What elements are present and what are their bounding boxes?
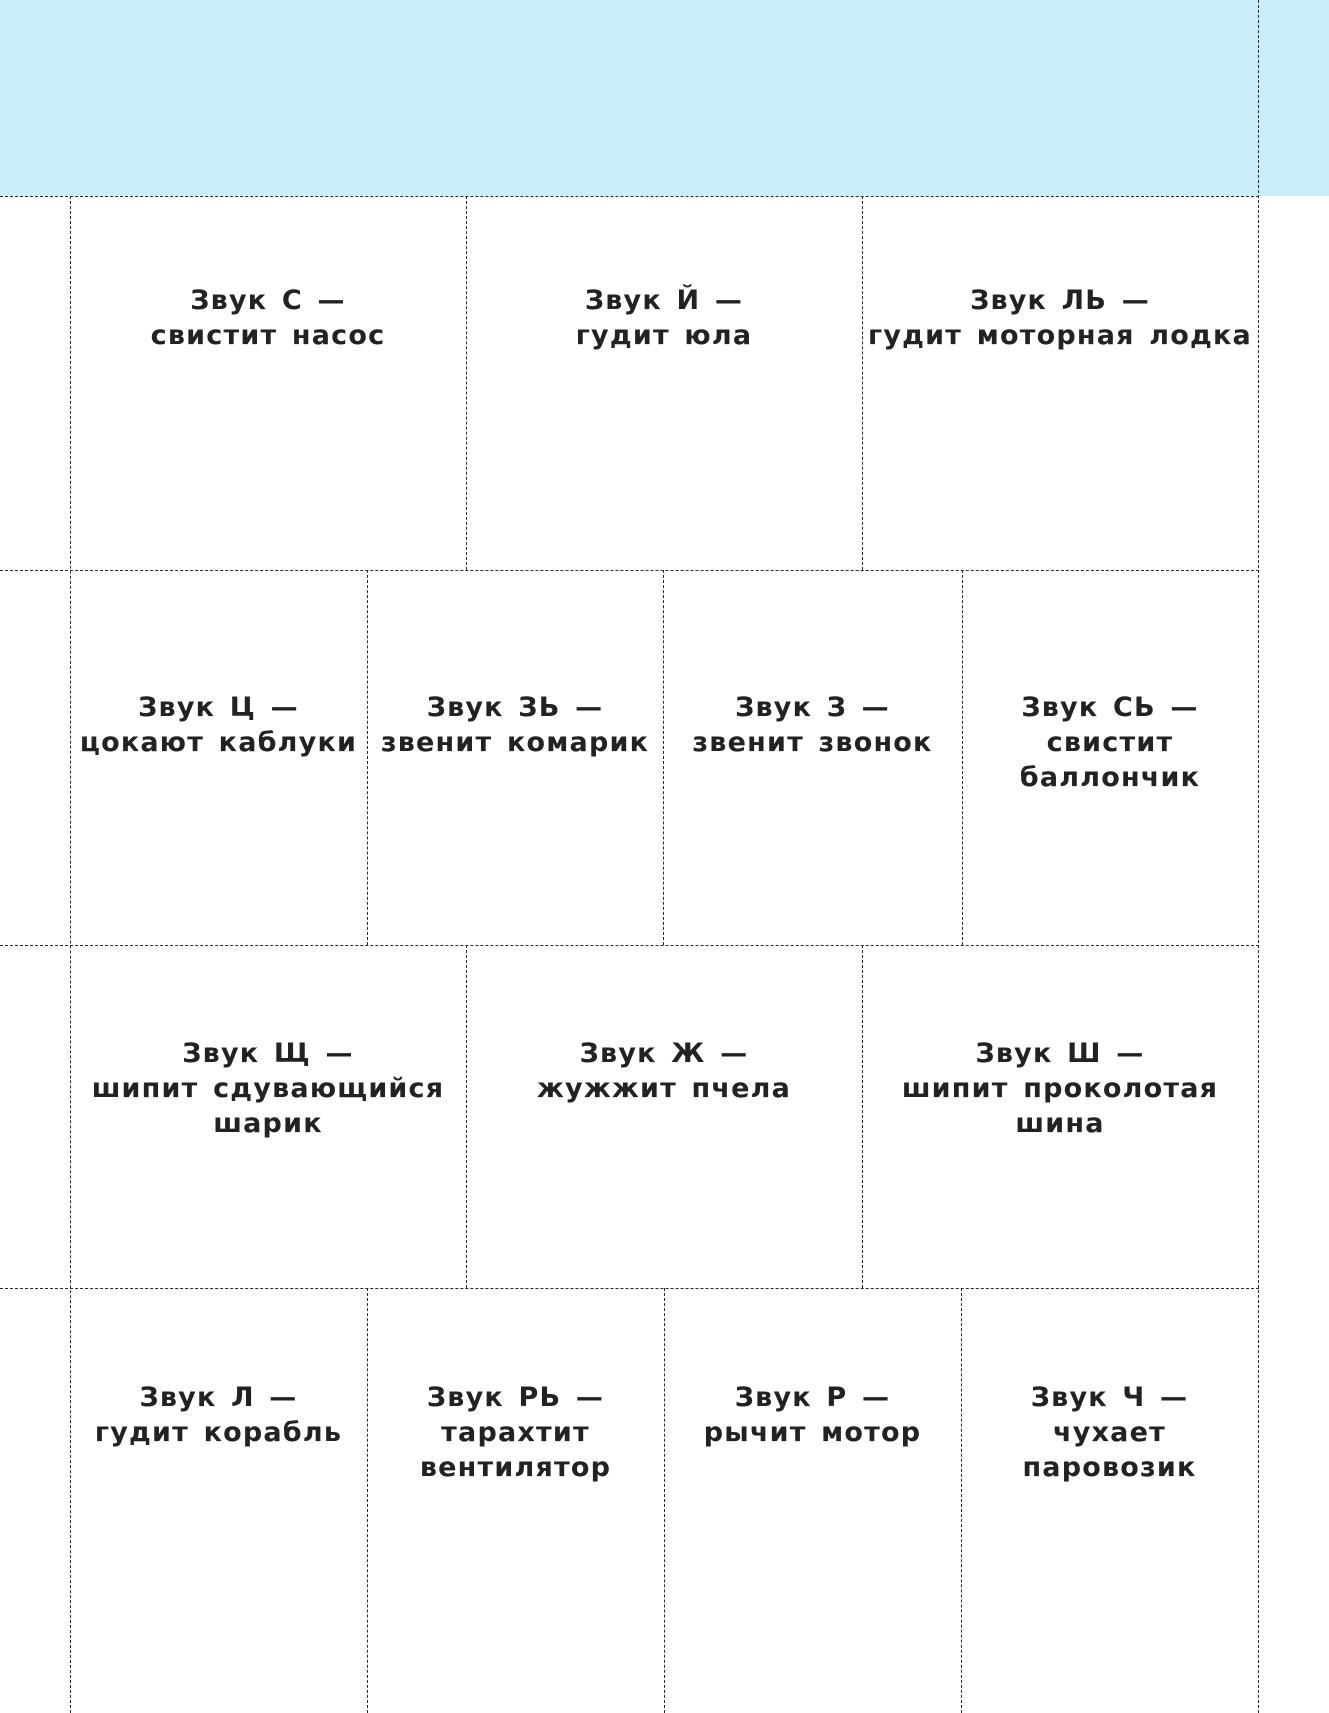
card-title: Звук РЬ — [426,1382,605,1413]
sound-card-sh [862,1036,1258,1141]
card-text: баллончик [1019,762,1201,793]
card-text: свистит [1046,727,1174,758]
sound-card-zh [466,1036,862,1106]
sound-card-z-soft [367,690,663,760]
card-text: шина [1015,1108,1105,1139]
sound-card-ts [70,690,367,760]
right-margin [1259,196,1329,1713]
card-text: гудит моторная лодка [868,320,1252,351]
card-text: тарахтит [441,1417,590,1448]
card-title: Звук СЬ — [1021,692,1199,723]
sound-card-s-soft [962,690,1258,795]
card-text: рычит мотор [703,1417,922,1448]
cut-line [70,196,71,1713]
cut-line [466,196,467,570]
card-title: Звук ЗЬ — [426,692,604,723]
card-text: чухает [1053,1417,1166,1448]
card-text: жужжит пчела [536,1073,792,1104]
card-title: Звук Ц — [138,692,299,723]
card-title: Звук З — [735,692,890,723]
cut-line [664,1288,665,1713]
card-text: свистит насос [150,320,386,351]
card-title: Звук Л — [139,1382,298,1413]
card-title: Звук Щ — [182,1038,354,1069]
card-text: шипит проколотая [901,1073,1219,1104]
card-title: Звук С — [190,285,346,316]
cut-line [0,945,1259,946]
card-text: гудит юла [575,320,753,351]
cut-line [466,945,467,1288]
cut-line [961,1288,962,1713]
card-title: Звук Й — [584,285,744,316]
card-text: звенит комарик [380,727,650,758]
top-color-band [0,0,1329,196]
sound-card-ch [961,1380,1258,1485]
card-text: вентилятор [419,1452,612,1483]
card-title: Звук ЛЬ — [970,285,1150,316]
card-text: шарик [213,1108,323,1139]
cut-line [367,1288,368,1713]
cut-line [862,196,863,570]
cut-line [0,570,1259,571]
sound-card-z [663,690,962,760]
card-text: звенит звонок [692,727,933,758]
sound-card-r [664,1380,961,1450]
card-title: Звук Ш — [975,1038,1145,1069]
card-text: шипит сдувающийся [91,1073,445,1104]
cut-line [0,196,1259,197]
sound-card-l-soft [862,283,1258,353]
sound-card-r-soft [367,1380,664,1485]
sound-card-l [70,1380,367,1450]
sound-card-shch [70,1036,466,1141]
card-title: Звук Р — [734,1382,891,1413]
card-title: Звук Ч — [1030,1382,1189,1413]
cut-line [0,1288,1259,1289]
sound-card-y [466,283,862,353]
card-text: гудит корабль [94,1417,343,1448]
card-text: цокают каблуки [79,727,358,758]
sound-card-s [70,283,466,353]
card-text: паровозик [1022,1452,1197,1483]
card-title: Звук Ж — [579,1038,749,1069]
